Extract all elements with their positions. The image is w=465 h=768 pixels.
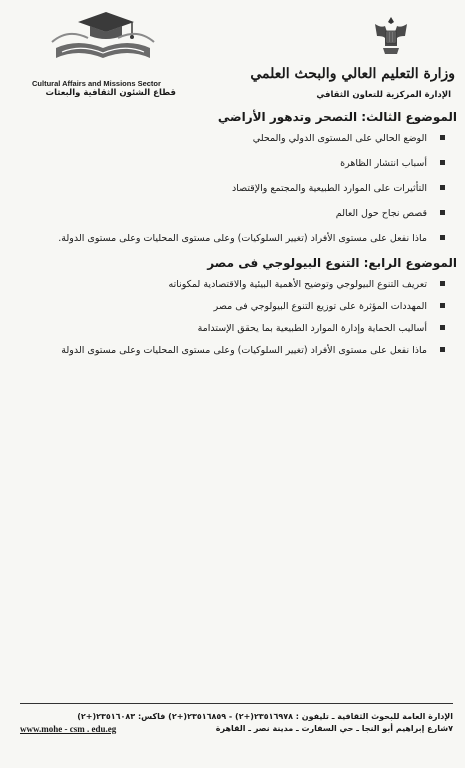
topic-4-list bbox=[12, 278, 457, 357]
list-item: تعريف التنوع البيولوجي وتوضيح الأهمية البيئية والاقتصادية لمكوناته bbox=[12, 278, 445, 291]
footer-address: ٧شارع إبراهيم أبو النجا ـ حي السفارت ـ مدينة نصر ـ القاهرة bbox=[215, 724, 453, 733]
footer-contact-line: الإدارة العامة للبحوث الثقافية ـ تليفون : ٢٣٥١٦٩٧٨(+٢) - ٢٣٥١٦٨٥٩(+٢) فاكس: ٢٣٥١٦٠٨٣(+٢) bbox=[77, 712, 453, 721]
website-link[interactable]: www.mohe - csm . edu.eg bbox=[20, 724, 117, 734]
list-item: المهددات المؤثرة على توزيع التنوع البيولوجي فى مصر bbox=[12, 300, 445, 313]
topic-4-title: الموضوع الرابع: التنوع البيولوجي فى مصر bbox=[207, 256, 457, 270]
page-footer bbox=[20, 703, 453, 737]
bullet-icon bbox=[440, 235, 445, 240]
bullet-icon bbox=[440, 160, 445, 165]
bullet-icon bbox=[440, 281, 445, 286]
sector-name-english: Cultural Affairs and Missions Sector bbox=[32, 79, 161, 88]
bullet-icon bbox=[440, 185, 445, 190]
sector-name-arabic: قطاع الشئون الثقافية والبعثات bbox=[45, 88, 176, 98]
bullet-icon bbox=[440, 347, 445, 352]
list-item: ماذا نفعل على مستوى الأفراد (تغيير السلوكيات) وعلى مستوى المحليات وعلى مستوى الدولة. bbox=[12, 232, 445, 245]
ministry-logo bbox=[250, 14, 455, 106]
list-item: التأثيرات على الموارد الطبيعية والمجتمع والإقتصاد bbox=[12, 182, 445, 195]
list-item: ماذا نفعل على مستوى الأفراد (تغيير السلوكيات) وعلى مستوى المحليات وعلى مستوى الدولة bbox=[12, 344, 445, 357]
footer-divider bbox=[20, 703, 453, 704]
department-name: الإدارة المركزية للتعاون الثقافي bbox=[316, 90, 451, 100]
footer-address-row bbox=[20, 723, 453, 737]
topic-3-list bbox=[12, 132, 457, 245]
bullet-icon bbox=[440, 303, 445, 308]
graduation-cap-book-icon bbox=[48, 8, 158, 66]
list-item: أساليب الحماية وإدارة الموارد الطبيعية بما يحقق الإستدامة bbox=[12, 322, 445, 335]
list-item: الوضع الحالي على المستوى الدولي والمحلي bbox=[12, 132, 445, 145]
list-item: قصص نجاح حول العالم bbox=[12, 207, 445, 220]
topic-4-section bbox=[12, 256, 457, 366]
sector-logo bbox=[28, 8, 178, 98]
eagle-emblem-icon bbox=[371, 14, 411, 58]
bullet-icon bbox=[440, 325, 445, 330]
topic-3-title: الموضوع الثالث: التصحر وتدهور الأراضي bbox=[217, 110, 457, 124]
list-item: أسباب انتشار الظاهرة bbox=[12, 157, 445, 170]
bullet-icon bbox=[440, 210, 445, 215]
ministry-name: وزارة التعليم العالي والبحث العلمي bbox=[250, 66, 455, 82]
bullet-icon bbox=[440, 135, 445, 140]
topic-3-section bbox=[12, 110, 457, 257]
